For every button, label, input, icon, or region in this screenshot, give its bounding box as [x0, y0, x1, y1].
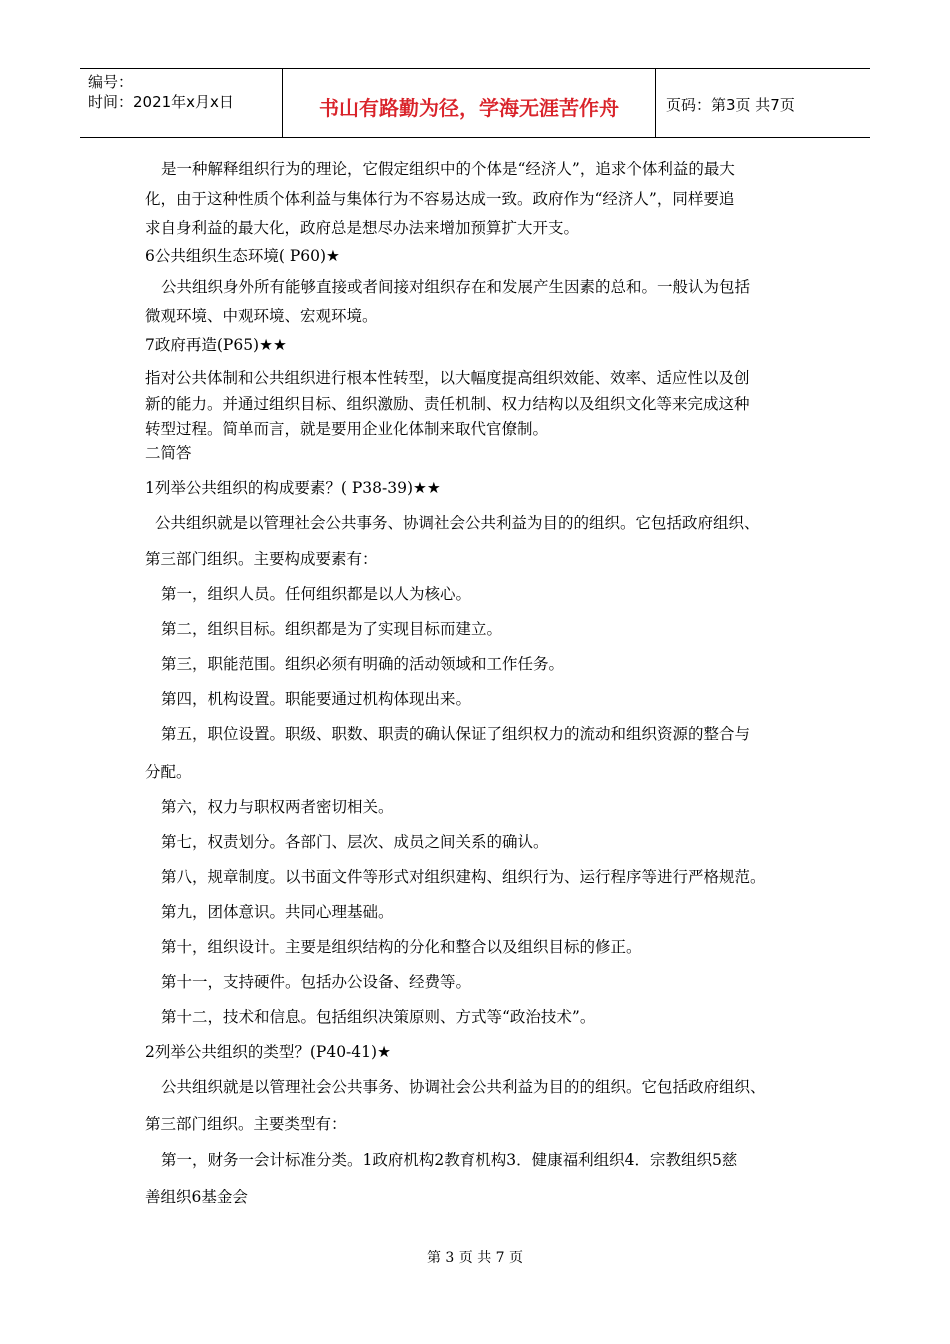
page-header	[80, 68, 870, 138]
text-line: 微观环境、中观环境、宏观环境。	[145, 307, 378, 325]
text-line: 公共组织就是以管理社会公共事务、协调社会公共利益为目的的组织。它包括政府组织、	[161, 1078, 766, 1096]
text-line: 指对公共体制和公共组织进行根本性转型，以大幅度提高组织效能、效率、适应性以及创	[145, 369, 750, 387]
section-heading: 1列举公共组织的构成要素？( P38-39)★★	[145, 479, 441, 497]
list-item: 第一，组织人员。任何组织都是以人为核心。	[161, 585, 472, 603]
list-item: 第八，规章制度。以书面文件等形式对组织建构、组织行为、运行程序等进行严格规范。	[161, 868, 766, 886]
motto: 书山有路勤为径，学海无涯苦作舟	[319, 96, 619, 120]
list-item: 第一，财务一会计标准分类。1政府机构2教育机构3．健康福利组织4．宗教组织5慈	[161, 1151, 738, 1169]
header-page-cell	[656, 69, 870, 137]
text-line: 转型过程。简单而言，就是要用企业化体制来取代官僚制。	[145, 420, 549, 438]
list-item: 第四，机构设置。职能要通过机构体现出来。	[161, 690, 472, 708]
section-heading: 2列举公共组织的类型？(P40-41)★	[145, 1043, 391, 1061]
text-line: 分配。	[145, 763, 192, 781]
text-line: 求自身利益的最大化，政府总是想尽办法来增加预算扩大开支。	[145, 219, 580, 237]
text-line: 公共组织就是以管理社会公共事务、协调社会公共利益为目的的组织。它包括政府组织、	[155, 514, 760, 532]
header-motto-cell	[282, 69, 656, 137]
page-label: 页码：第3页 共7页	[666, 96, 795, 114]
section-heading: 6公共组织生态环境( P60)★	[145, 247, 340, 265]
list-item: 第二，组织目标。组织都是为了实现目标而建立。	[161, 620, 503, 638]
text-line: 第三部门组织。主要构成要素有：	[145, 550, 378, 568]
text-line: 公共组织身外所有能够直接或者间接对组织存在和发展产生因素的总和。一般认为包括	[161, 278, 751, 296]
text-line: 是一种解释组织行为的理论，它假定组织中的个体是“经济人”，追求个体利益的最大	[161, 160, 735, 178]
header-left-cell	[80, 69, 280, 137]
list-item: 第三，职能范围。组织必须有明确的活动领域和工作任务。	[161, 655, 565, 673]
list-item: 第十一，支持硬件。包括办公设备、经费等。	[161, 973, 472, 991]
date-label: 时间：2021年x月x日	[88, 93, 234, 111]
text-line: 化，由于这种性质个体利益与集体行为不容易达成一致。政府作为“经济人”，同样要追	[145, 190, 735, 208]
list-item: 第七，权责划分。各部门、层次、成员之间关系的确认。	[161, 833, 549, 851]
text-line: 第三部门组织。主要类型有：	[145, 1115, 347, 1133]
section-heading: 二简答	[145, 444, 192, 462]
section-heading: 7政府再造(P65)★★	[145, 336, 287, 354]
list-item: 第六，权力与职权两者密切相关。	[161, 798, 394, 816]
list-item: 第十二，技术和信息。包括组织决策原则、方式等“政治技术”。	[161, 1008, 596, 1026]
text-line: 善组织6基金会	[145, 1188, 248, 1206]
number-label: 编号：	[88, 73, 134, 91]
list-item: 第十，组织设计。主要是组织结构的分化和整合以及组织目标的修正。	[161, 938, 642, 956]
list-item: 第五，职位设置。职级、职数、职责的确认保证了组织权力的流动和组织资源的整合与	[161, 725, 751, 743]
page-footer: 第 3 页 共 7 页	[426, 1250, 524, 1266]
text-line: 新的能力。并通过组织目标、组织激励、责任机制、权力结构以及组织文化等来完成这种	[145, 395, 750, 413]
list-item: 第九，团体意识。共同心理基础。	[161, 903, 394, 921]
